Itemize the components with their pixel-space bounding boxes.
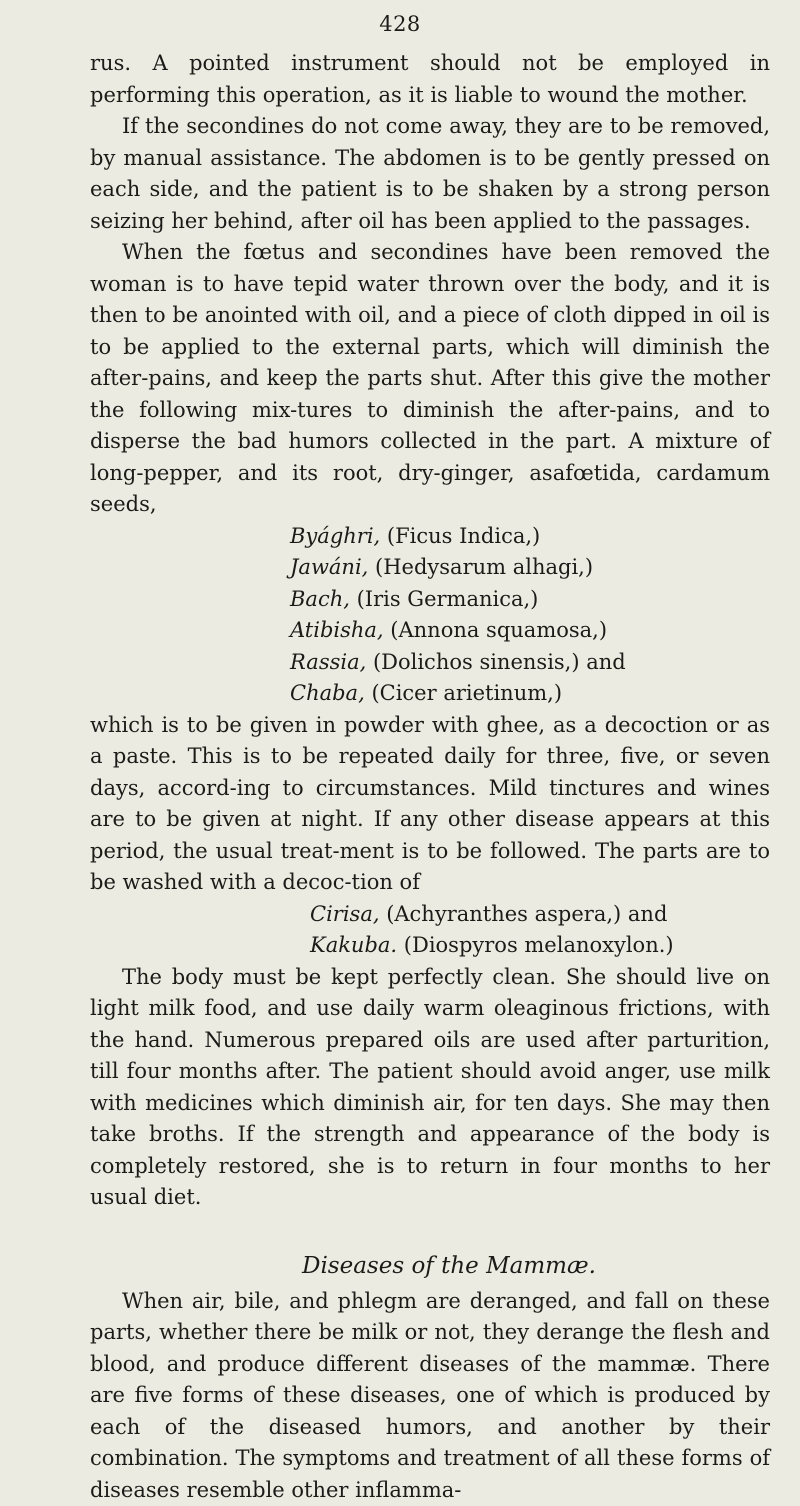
paragraph-6: When air, bile, and phlegm are deranged, and fall on these parts, whether there be milk or not, they derange the flesh and blood, and produce different diseases of the mammæ. There are five forms of these diseases, one of which is produced by each of the diseased humors, and another by their combination. The symptoms and treatment of all these forms of diseases resemble other inflamma- (90, 1286, 770, 1506)
plant-latin: (Hedysarum alhagi,) (368, 555, 593, 579)
plant-name: Jawáni, (290, 555, 368, 579)
list-item (290, 615, 770, 647)
list-item (290, 584, 770, 616)
paragraph-2: If the secondines do not come away, they are to be removed, by manual assistance. The abdomen is to be gently pressed on each side, and the patient is to be shaken by a strong person seizing her behind, after oil has been applied to the passages. (90, 111, 770, 237)
list-item (310, 899, 770, 931)
list-item (310, 930, 770, 962)
page-number: 428 (0, 12, 800, 36)
list-item (290, 521, 770, 553)
plant-list-2 (90, 899, 770, 962)
list-item (290, 678, 770, 710)
plant-latin: (Dolichos sinensis,) and (366, 650, 625, 674)
plant-name: Byághri, (290, 524, 380, 548)
paragraph-1: rus. A pointed instrument should not be employed in performing this operation, as it is liable to wound the mother. (90, 48, 770, 111)
page-body (90, 48, 770, 1506)
plant-list-1 (90, 521, 770, 710)
plant-name: Kakuba. (310, 933, 397, 957)
list-item (290, 552, 770, 584)
plant-latin: (Achyranthes aspera,) and (380, 902, 668, 926)
paragraph-5: The body must be kept perfectly clean. She should live on light milk food, and use daily warm oleaginous frictions, with the hand. Numerous prepared oils are used after parturition, till four months after. The patient should avoid anger, use milk with medicines which diminish air, for ten days. She may then take broths. If the strength and appearance of the body is completely restored, she is to return in four months to her usual diet. (90, 962, 770, 1214)
plant-name: Atibisha, (290, 618, 384, 642)
plant-name: Bach, (290, 587, 350, 611)
plant-name: Chaba, (290, 681, 365, 705)
plant-latin: (Ficus Indica,) (380, 524, 540, 548)
list-item (290, 647, 770, 679)
plant-name: Rassia, (290, 650, 366, 674)
paragraph-4: which is to be given in powder with ghee, as a decoction or as a paste. This is to be repeated daily for three, five, or seven days, accord-ing to circumstances. Mild tinctures and wines are to be given at night. If any other disease appears at this period, the usual treat-ment is to be followed. The parts are to be washed with a decoc-tion of (90, 710, 770, 899)
paragraph-3: When the fœtus and secondines have been removed the woman is to have tepid water thrown over the body, and it is then to be anointed with oil, and a piece of cloth dipped in oil is to be applied to the external parts, which will diminish the after-pains, and keep the parts shut. After this give the mother the following mix-tures to diminish the after-pains, and to disperse the bad humors collected in the part. A mixture of long-pepper, and its root, dry-ginger, asafœtida, cardamum seeds, (90, 237, 770, 521)
plant-latin: (Diospyros melanoxylon.) (397, 933, 674, 957)
plant-latin: (Annona squamosa,) (384, 618, 607, 642)
section-heading: Diseases of the Mammæ. (90, 1250, 770, 1282)
plant-name: Cirisa, (310, 902, 380, 926)
plant-latin: (Cicer arietinum,) (365, 681, 562, 705)
plant-latin: (Iris Germanica,) (350, 587, 538, 611)
